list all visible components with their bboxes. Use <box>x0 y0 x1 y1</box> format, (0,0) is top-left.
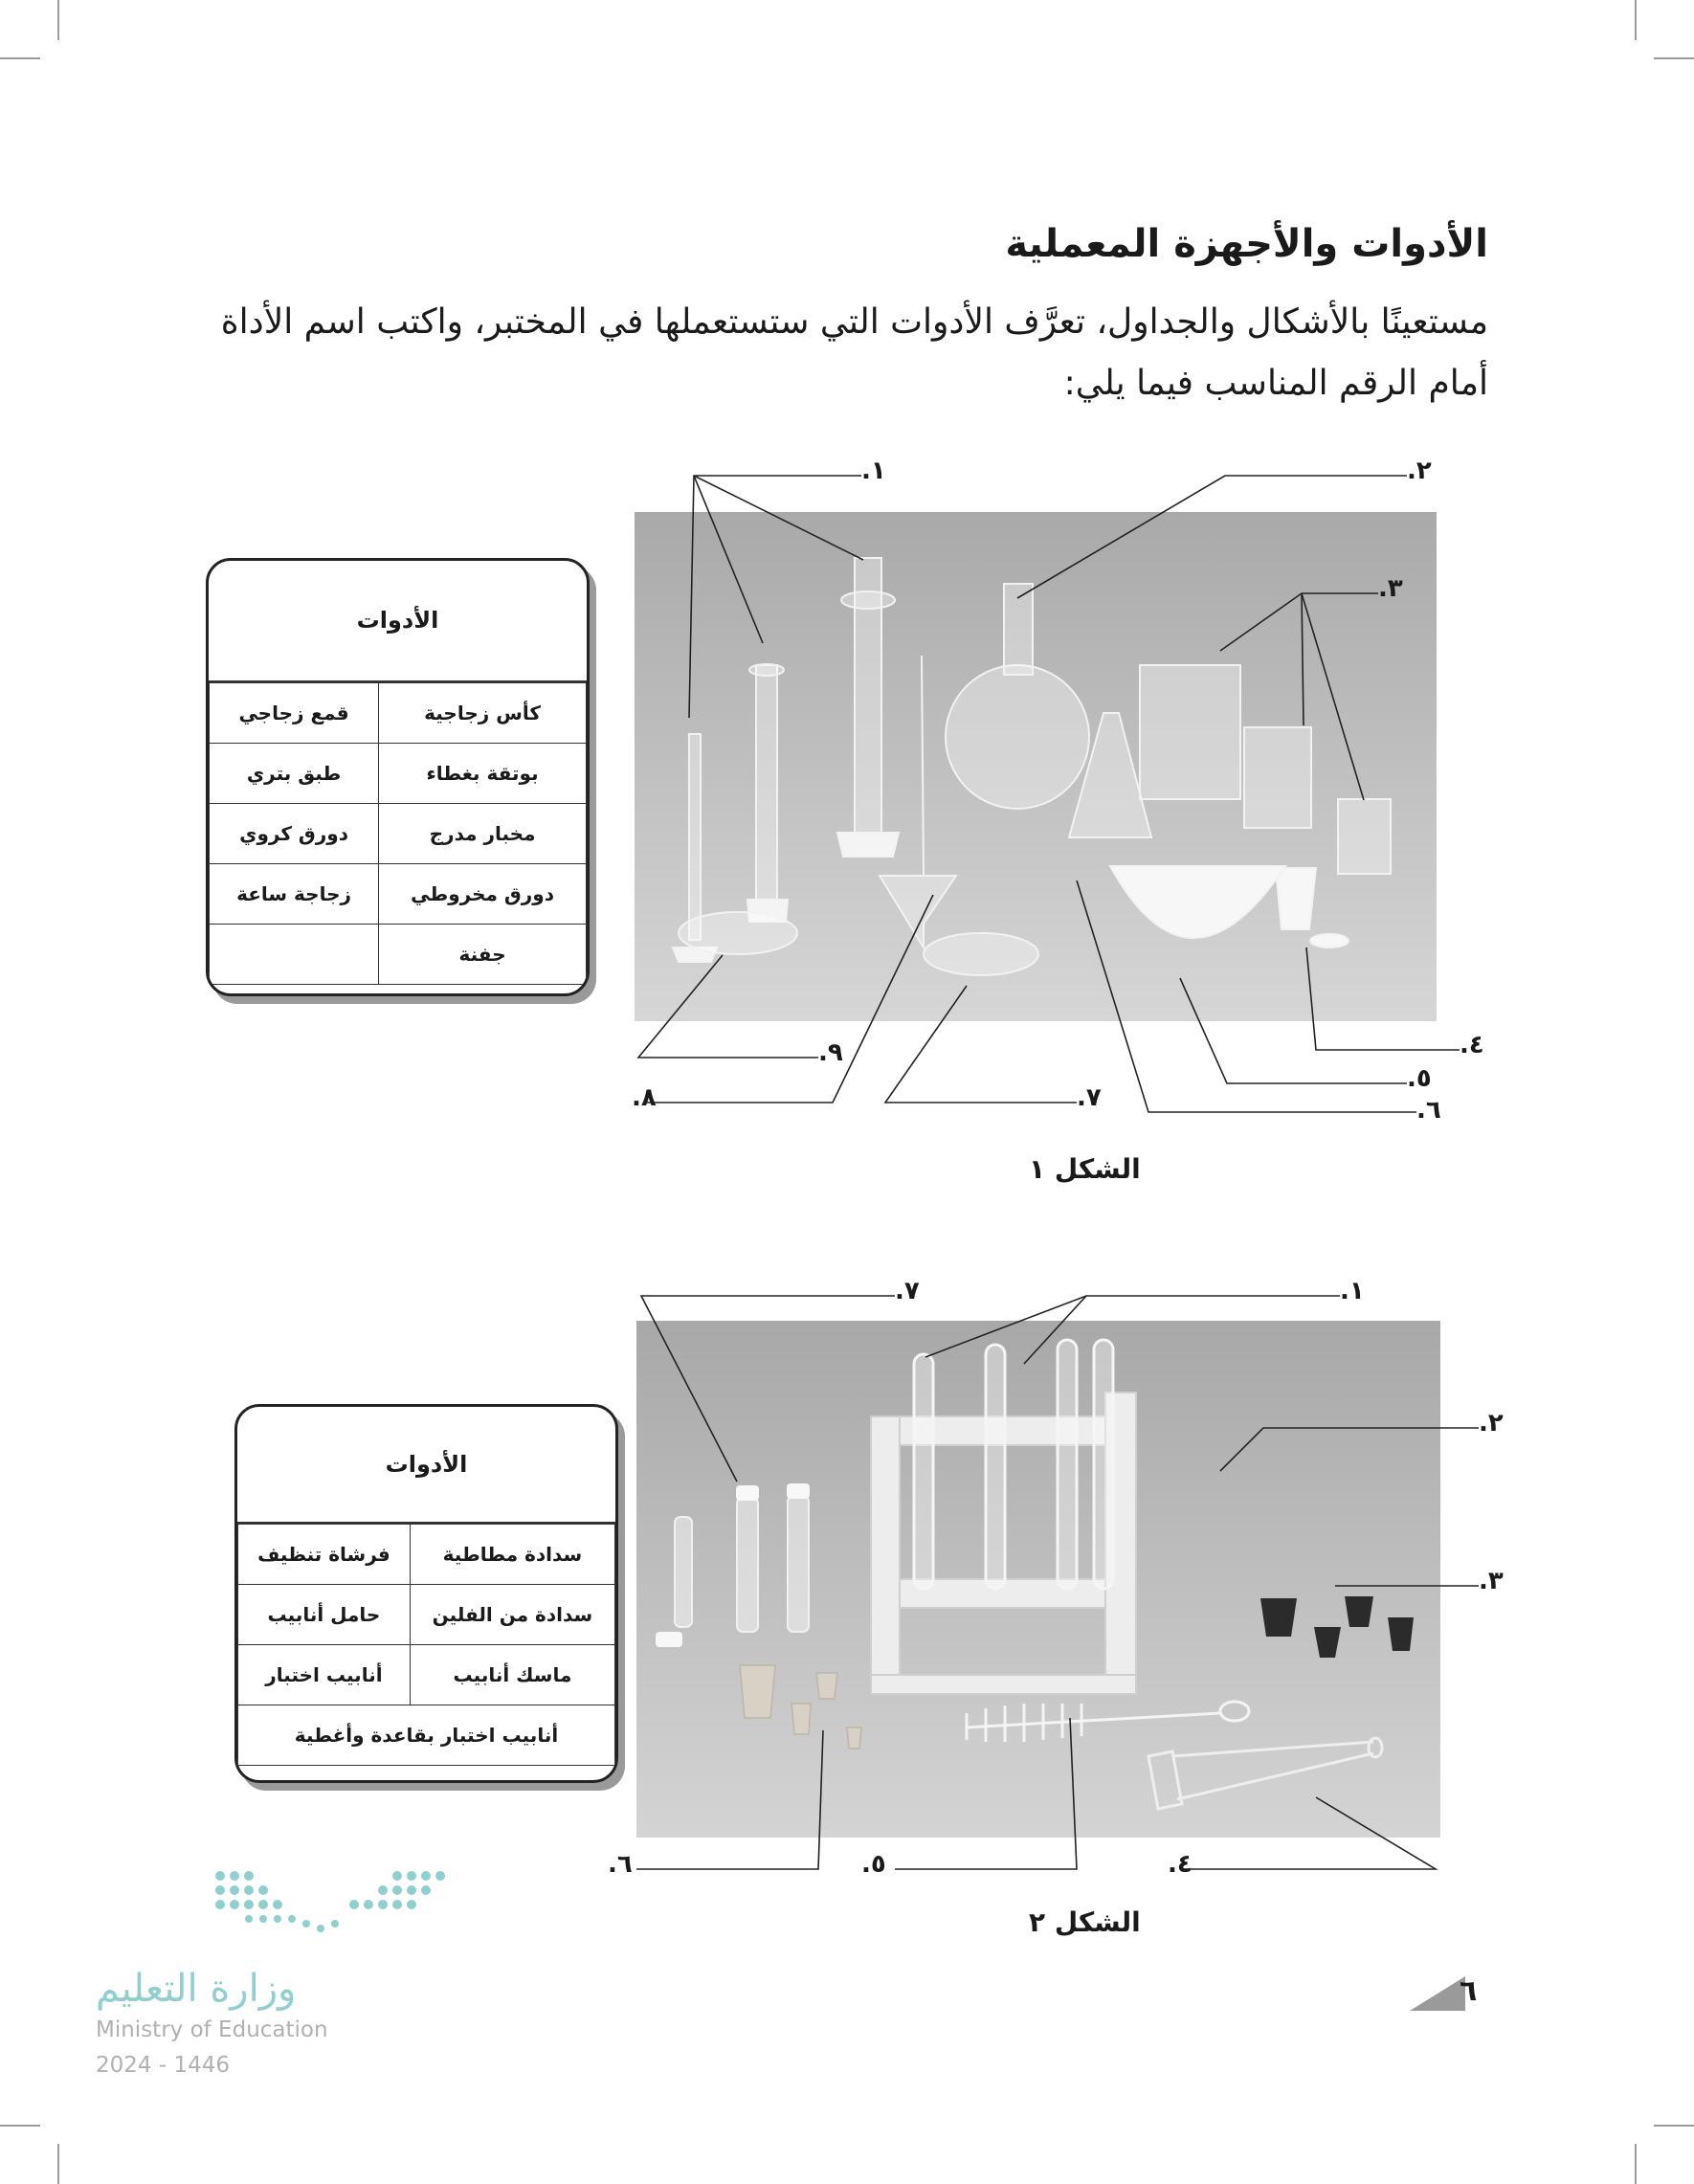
fig1-label-2: ٢. <box>1407 457 1432 485</box>
table-header: الأدوات <box>237 1407 615 1524</box>
fig1-label-3: ٣. <box>1378 574 1403 603</box>
table-cell: ماسك أنابيب <box>410 1645 614 1705</box>
fig1-label-6: ٦. <box>1416 1096 1441 1125</box>
table-row <box>238 1645 615 1705</box>
fig1-label-7: ٧. <box>1077 1083 1102 1112</box>
fig2-label-3: ٣. <box>1479 1567 1504 1595</box>
table-cell: فرشاة تنظيف <box>238 1525 411 1585</box>
table-cell: قمع زجاجي <box>210 683 379 744</box>
intro-paragraph: مستعينًا بالأشكال والجداول، تعرَّف الأدوات التي ستستعملها في المختبر، واكتب اسم الأداة أمام الرقم المناسب فيما يلي: <box>220 302 1488 403</box>
fig1-label-8: ٨. <box>632 1083 657 1112</box>
fig2-label-7: ٧. <box>895 1277 920 1305</box>
table-row <box>238 1705 615 1766</box>
figure2-tools-table <box>234 1404 618 1783</box>
fig1-label-9: ٩. <box>818 1038 843 1067</box>
page-number: ٦ <box>1460 1974 1478 2008</box>
table-cell: طبق بتري <box>210 744 379 804</box>
table-cell: كأس زجاجية <box>379 683 587 744</box>
table-row <box>238 1585 615 1645</box>
fig2-label-6: ٦. <box>608 1850 633 1879</box>
fig2-label-2: ٢. <box>1479 1409 1504 1437</box>
table-cell: حامل أنابيب <box>238 1585 411 1645</box>
table-header: الأدوات <box>209 561 587 682</box>
ministry-name-ar: وزارة التعليم <box>96 1967 297 2011</box>
fig2-label-5: ٥. <box>861 1850 886 1879</box>
table-cell: زجاجة ساعة <box>210 864 379 925</box>
ministry-logo-dots-icon <box>211 1866 450 1943</box>
table-cell: جفنة <box>379 925 587 985</box>
ministry-year: 2024 - 1446 <box>96 2053 230 2078</box>
table-cell: سدادة من الفلين <box>410 1585 614 1645</box>
table-cell: مخبار مدرج <box>379 804 587 864</box>
table-footer-cell: أنابيب اختبار بقاعدة وأغطية <box>238 1705 615 1766</box>
table-cell: أنابيب اختبار <box>238 1645 411 1705</box>
fig2-label-4: ٤. <box>1168 1850 1192 1879</box>
table-cell: سدادة مطاطية <box>410 1525 614 1585</box>
figure1-caption: الشكل ١ <box>1029 1153 1141 1185</box>
fig2-label-1: ١. <box>1340 1277 1365 1305</box>
fig1-label-4: ٤. <box>1460 1031 1484 1059</box>
table-cell: دورق كروي <box>210 804 379 864</box>
figure2-caption: الشكل ٢ <box>1029 1906 1141 1938</box>
fig1-label-5: ٥. <box>1407 1064 1432 1093</box>
page-title: الأدوات والأجهزة المعملية <box>1005 222 1488 266</box>
table-row <box>238 1525 615 1585</box>
table-cell: بوتقة بغطاء <box>379 744 587 804</box>
fig1-label-1: ١. <box>861 457 886 485</box>
table-cell: دورق مخروطي <box>379 864 587 925</box>
ministry-name-en: Ministry of Education <box>96 2017 328 2042</box>
